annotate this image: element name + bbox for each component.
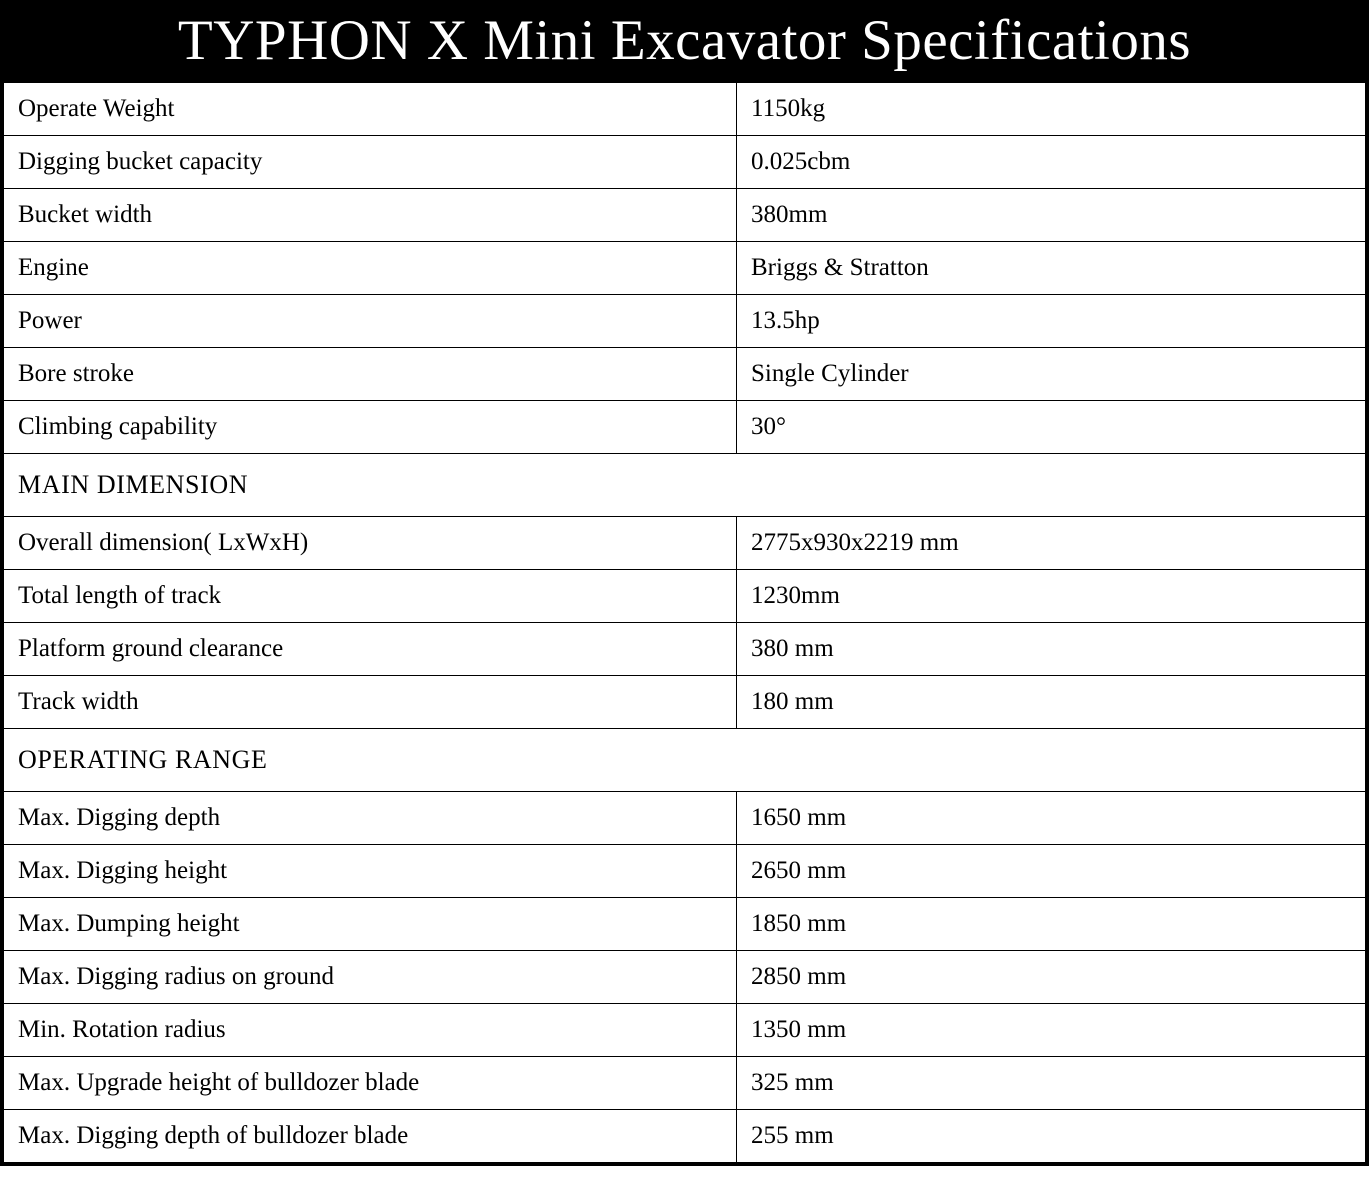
spec-value: 1850 mm <box>737 898 1366 951</box>
spec-value: 13.5hp <box>737 295 1366 348</box>
spec-label: Max. Digging height <box>4 845 737 898</box>
section-header-label: OPERATING RANGE <box>4 729 1366 792</box>
table-row <box>4 570 1366 623</box>
spec-label: Digging bucket capacity <box>4 136 737 189</box>
spec-label: Bucket width <box>4 189 737 242</box>
specifications-table <box>3 82 1366 1163</box>
spec-value: Briggs & Stratton <box>737 242 1366 295</box>
table-section-row <box>4 729 1366 792</box>
spec-value: 1350 mm <box>737 1004 1366 1057</box>
table-row <box>4 1057 1366 1110</box>
table-row <box>4 348 1366 401</box>
spec-value: 1230mm <box>737 570 1366 623</box>
spec-value: 2775x930x2219 mm <box>737 517 1366 570</box>
table-row <box>4 295 1366 348</box>
spec-label: Bore stroke <box>4 348 737 401</box>
table-row <box>4 951 1366 1004</box>
spec-label: Max. Digging depth of bulldozer blade <box>4 1110 737 1163</box>
spec-value: 380mm <box>737 189 1366 242</box>
document-title-bar <box>3 3 1366 82</box>
spec-value: Single Cylinder <box>737 348 1366 401</box>
table-row <box>4 1110 1366 1163</box>
spec-value: 1150kg <box>737 83 1366 136</box>
page-title: TYPHON X Mini Excavator Specifications <box>177 9 1192 72</box>
spec-value: 180 mm <box>737 676 1366 729</box>
spec-value: 380 mm <box>737 623 1366 676</box>
table-row <box>4 792 1366 845</box>
spec-label: Max. Digging depth <box>4 792 737 845</box>
spec-label: Min. Rotation radius <box>4 1004 737 1057</box>
table-row <box>4 845 1366 898</box>
spec-value: 2650 mm <box>737 845 1366 898</box>
table-row <box>4 1004 1366 1057</box>
spec-label: Max. Upgrade height of bulldozer blade <box>4 1057 737 1110</box>
spec-value: 0.025cbm <box>737 136 1366 189</box>
spec-label: Platform ground clearance <box>4 623 737 676</box>
section-header-label: MAIN DIMENSION <box>4 454 1366 517</box>
spec-label: Operate Weight <box>4 83 737 136</box>
table-section-row <box>4 454 1366 517</box>
spec-label: Total length of track <box>4 570 737 623</box>
spec-label: Engine <box>4 242 737 295</box>
table-row <box>4 623 1366 676</box>
spec-label: Overall dimension( LxWxH) <box>4 517 737 570</box>
table-row <box>4 898 1366 951</box>
table-row <box>4 242 1366 295</box>
spec-label: Max. Digging radius on ground <box>4 951 737 1004</box>
table-row <box>4 401 1366 454</box>
spec-value: 255 mm <box>737 1110 1366 1163</box>
spec-label: Climbing capability <box>4 401 737 454</box>
specifications-table-body <box>4 83 1366 1163</box>
spec-label: Max. Dumping height <box>4 898 737 951</box>
spec-label: Track width <box>4 676 737 729</box>
spec-value: 2850 mm <box>737 951 1366 1004</box>
table-row <box>4 676 1366 729</box>
table-row <box>4 83 1366 136</box>
spec-value: 325 mm <box>737 1057 1366 1110</box>
table-row <box>4 136 1366 189</box>
spec-value: 1650 mm <box>737 792 1366 845</box>
spec-label: Power <box>4 295 737 348</box>
table-row <box>4 517 1366 570</box>
table-row <box>4 189 1366 242</box>
spec-value: 30° <box>737 401 1366 454</box>
